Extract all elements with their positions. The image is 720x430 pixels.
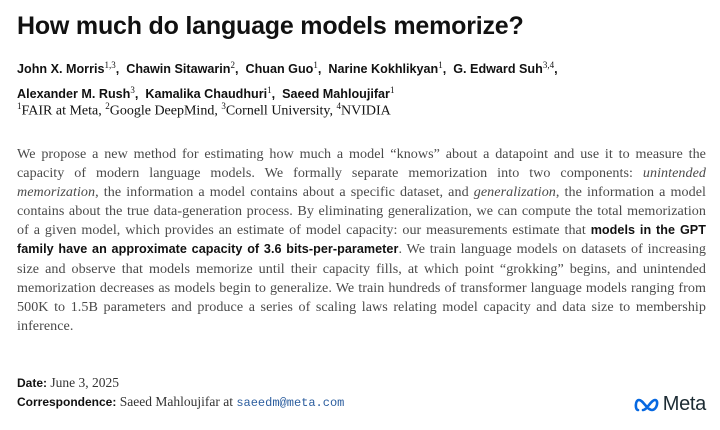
meta-logo (634, 393, 706, 416)
author-affiliation: 1 (313, 60, 318, 70)
author-affiliation: 1 (389, 85, 395, 96)
author-affiliation: 3,4 (542, 60, 555, 70)
meta-logo-text: Meta (662, 393, 706, 415)
abstract-text: . We train language models on datasets of increasing size and observe that models memorize until their capacity fills, at which point “grokking” begins, and unintended memorization decreases as models begin to generalize. We train hundreds of transformer language models ranging from 500K to 1.5B parameters and produce a series of scaling laws relating model capacity and data size to membership inference. (17, 241, 706, 334)
affiliation-list: $^1$FAIR at Meta, $^2$Google DeepMind, $^3$Cornell University, $^4$NVIDIA (17, 101, 391, 119)
meta-infinity-icon (634, 397, 660, 413)
abstract-emphasis: generalization (473, 184, 556, 201)
affiliation-number: 1 (17, 101, 22, 111)
abstract-highlight: models in the GPT family have an approximate capacity of 3.6 bits-per-parameter (17, 223, 706, 257)
author: Chawin Sitawarin (126, 62, 231, 77)
affiliation: NVIDIA (341, 103, 391, 119)
author: G. Edward Suh (453, 62, 543, 77)
abstract-text: , the information a model contains about a specific dataset, and (95, 184, 474, 201)
date-label: Date: (17, 376, 48, 390)
correspondence-name: Saeed Mahloujifar (119, 394, 220, 409)
author: John X. Morris (17, 62, 105, 77)
affiliation: Cornell University (225, 103, 330, 119)
author-affiliation: 1 (267, 85, 272, 96)
affiliation-number: 3 (221, 101, 226, 111)
author-affiliation: 2 (230, 60, 235, 70)
author: Narine Kokhlikyan (328, 62, 439, 77)
correspondence-email[interactable]: saeedm@meta.com (236, 396, 345, 410)
author-list: John X. Morris$^{1,3}$, Chawin Sitawarin$^2$, Chuan Guo$^1$, Narine Kokhlikyan$^1$, G. Edward Suh$^{3,4}$, Alexander M. Rush$^3$, Kamalika Chaudhuri$^1$, Saeed Mahloujifar$^1$ (17, 60, 558, 102)
abstract-text: We propose a new method for estimating how much a model “knows” about a datapoint and use it to measure the capacity of modern language models. We formally separate memorization into two components: (17, 146, 706, 182)
affiliation-number: 4 (336, 101, 342, 111)
affiliation-number: 2 (105, 101, 110, 111)
date-row (17, 375, 119, 391)
author: Chuan Guo (245, 62, 314, 77)
date-value: June 3, 2025 (50, 375, 120, 390)
abstract-emphasis: unintended memorization (17, 165, 706, 201)
paper-title: How much do language models memorize? (17, 12, 524, 40)
author-affiliation: 1,3 (104, 60, 116, 70)
author: Saeed Mahloujifar (282, 87, 390, 102)
author-affiliation: 1 (438, 60, 443, 70)
abstract (17, 145, 706, 336)
correspondence-row (17, 394, 344, 410)
author: Alexander M. Rush (17, 87, 131, 102)
author-affiliation: 3 (130, 85, 135, 96)
affiliation: FAIR at Meta (21, 103, 99, 119)
author: Kamalika Chaudhuri (145, 87, 268, 102)
affiliation: Google DeepMind (109, 103, 215, 119)
abstract-text: , the information a model contains about the true data-generation process. By eliminating generalization, we can compute the total memorization of a given model, which provides an estimate of model capacity: our measurements estimate that (17, 184, 706, 239)
correspondence-at: at (223, 394, 233, 409)
correspondence-label: Correspondence: (17, 395, 117, 409)
